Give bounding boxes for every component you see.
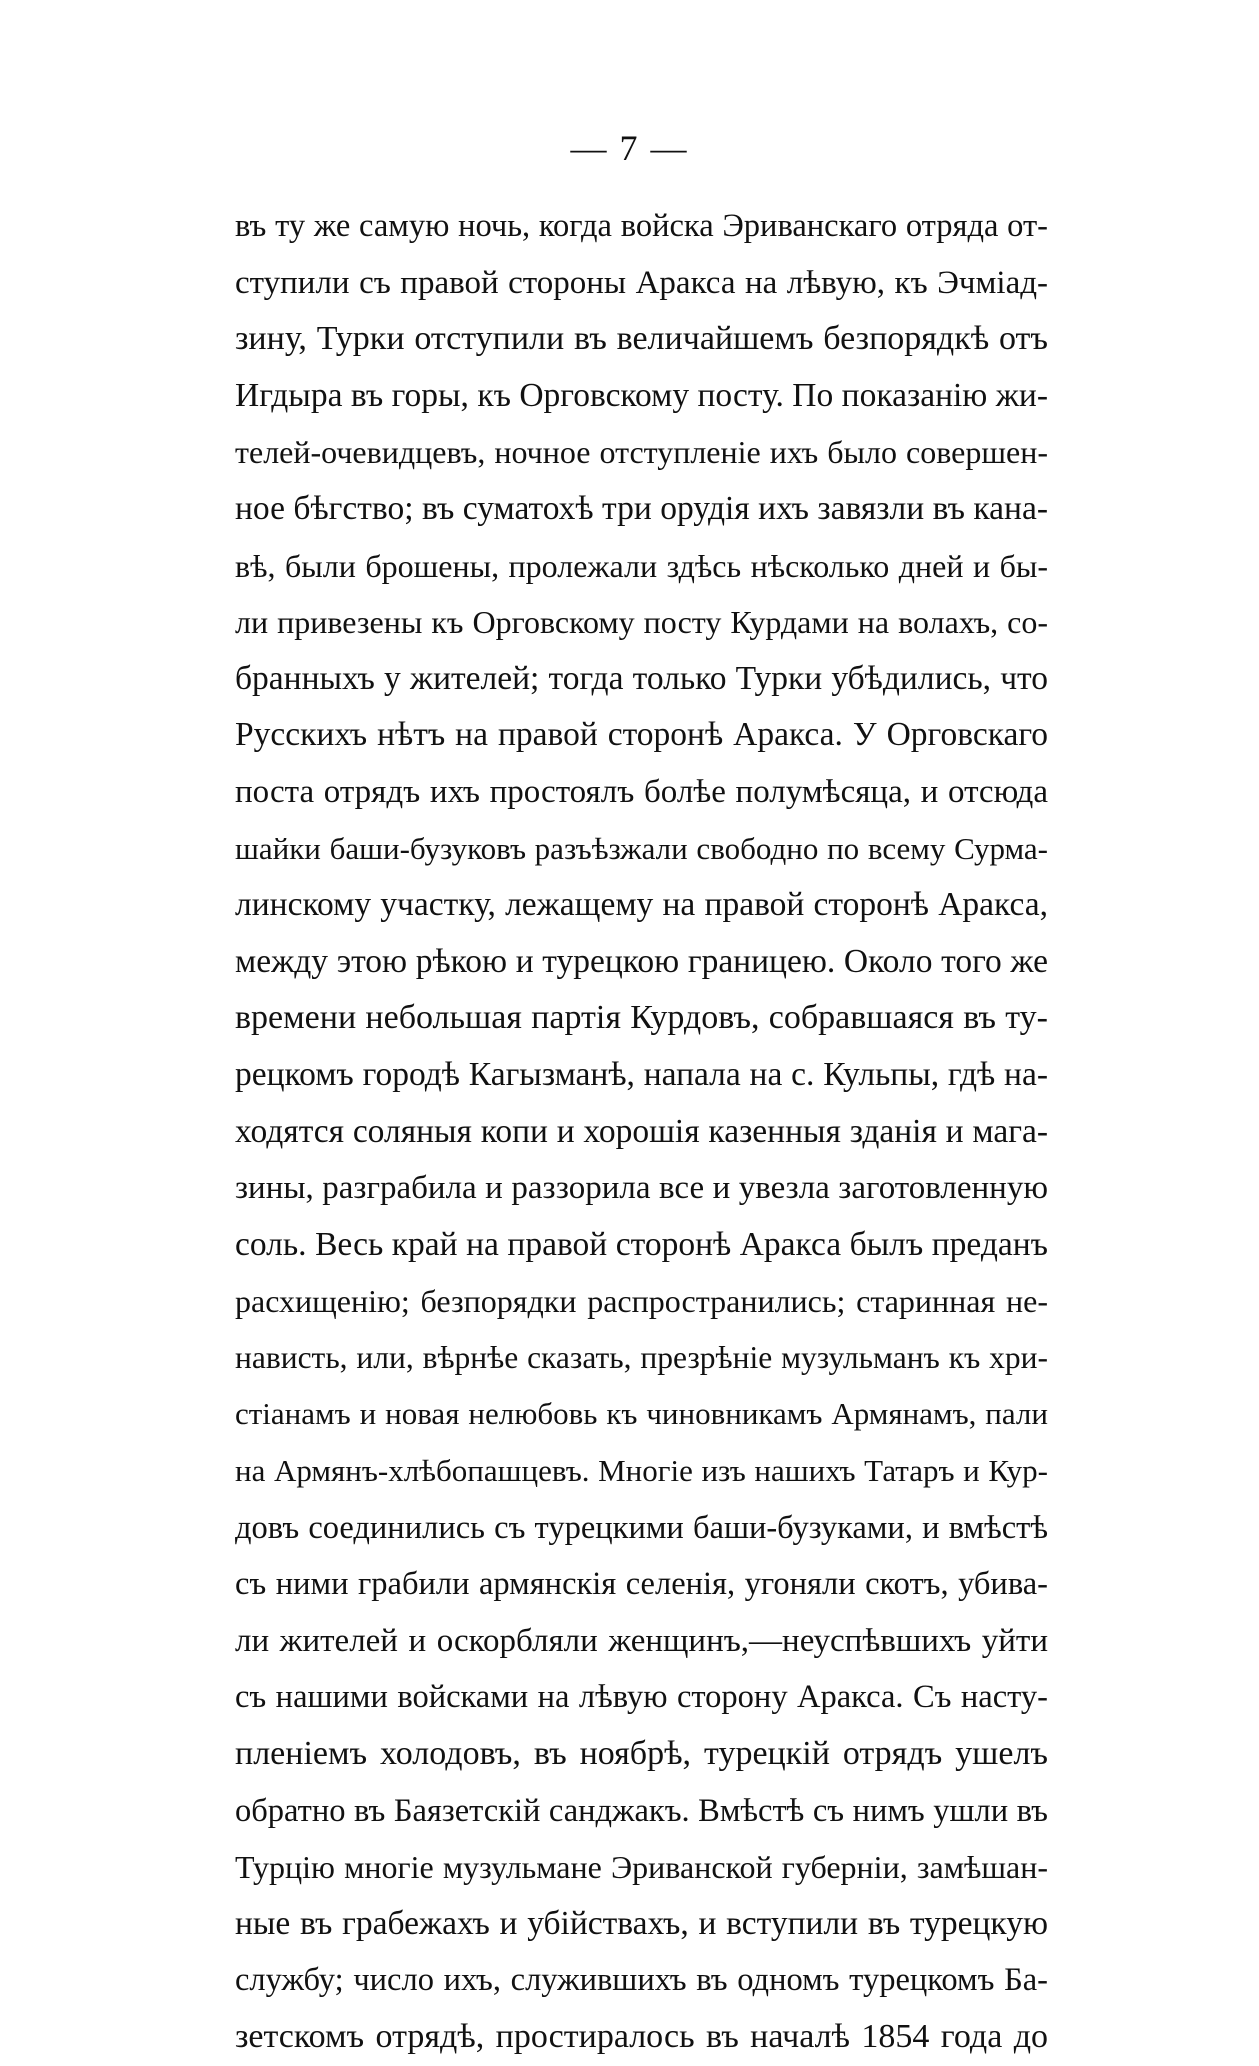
- text-line: пленіемъ холодовъ, въ ноябрѣ, турецкій отрядъ ушелъ: [235, 1735, 1048, 1773]
- text-line: ходятся соляныя копи и хорошія казенныя зданія и мага-: [235, 1112, 1048, 1150]
- text-line: ли жителей и оскорбляли женщинъ,—неуспѣвшихъ уйти: [235, 1622, 1048, 1659]
- text-line: времени небольшая партія Курдовъ, собравшаяся въ ту-: [235, 999, 1048, 1037]
- text-line: рецкомъ городѣ Кагызманѣ, напала на с. Кульпы, гдѣ на-: [235, 1055, 1048, 1093]
- text-line: телей-очевидцевъ, ночное отступленіе ихъ было совершен-: [235, 434, 1048, 471]
- text-line: ли привезены къ Орговскому посту Курдами на волахъ, со-: [235, 604, 1048, 641]
- text-line: нависть, или, вѣрнѣе сказать, презрѣніе музульманъ къ хри-: [235, 1339, 1048, 1375]
- text-line: между этою рѣкою и турецкою границею. Около того же: [235, 942, 1048, 980]
- text-line: ное бѣгство; въ суматохѣ три орудія ихъ завязли въ кана-: [235, 489, 1048, 527]
- text-line: зины, разграбила и раззорила все и увезла заготовленную: [235, 1170, 1048, 1207]
- text-line: съ нашими войсками на лѣвую сторону Аракса. Съ насту-: [235, 1679, 1048, 1716]
- text-line: службу; число ихъ, служившихъ въ одномъ турецкомъ Ба-: [235, 1962, 1048, 1999]
- body-text: [235, 198, 1048, 2066]
- text-line: зетскомъ отрядѣ, простиралось въ началѣ 1854 года до: [235, 2018, 1048, 2055]
- text-line: ные въ грабежахъ и убійствахъ, и вступили въ турецкую: [235, 1904, 1048, 1942]
- text-line: обратно въ Баязетскій санджакъ. Вмѣстѣ съ нимъ ушли въ: [235, 1792, 1048, 1829]
- text-line: ступили съ правой стороны Аракса на лѣвую, къ Эчміад-: [235, 264, 1048, 301]
- text-line: зину, Турки отступили въ величайшемъ безпорядкѣ отъ: [235, 320, 1048, 358]
- text-line: соль. Весь край на правой сторонѣ Аракса былъ преданъ: [235, 1225, 1048, 1263]
- text-line: съ ними грабили армянскія селенія, угоняли скотъ, убива-: [235, 1566, 1048, 1603]
- text-line: поста отрядъ ихъ простоялъ болѣе полумѣсяца, и отсюда: [235, 773, 1048, 810]
- text-line: Турцію многіе музульмане Эриванской губерніи, замѣшан-: [235, 1849, 1048, 1886]
- text-line: довъ соединились съ турецкими баши-бузуками, и вмѣстѣ: [235, 1509, 1048, 1546]
- text-line: линскому участку, лежащему на правой сторонѣ Аракса,: [235, 886, 1048, 924]
- text-line: шайки баши-бузуковъ разъѣзжали свободно по всему Сурма-: [235, 830, 1048, 866]
- text-line: бранныхъ у жителей; тогда только Турки убѣдились, что: [235, 659, 1048, 697]
- page-number: — 7 —: [570, 128, 689, 168]
- text-line: въ ту же самую ночь, когда войска Эриванскаго отряда от-: [235, 208, 1048, 244]
- text-line: расхищенію; безпорядки распространились; старинная не-: [235, 1283, 1048, 1320]
- text-line: стіанамъ и новая нелюбовь къ чиновникамъ Армянамъ, пали: [235, 1396, 1048, 1432]
- text-line: вѣ, были брошены, пролежали здѣсь нѣсколько дней и бы-: [235, 547, 1048, 584]
- text-line: Игдыра въ горы, къ Орговскому посту. По показанію жи-: [235, 376, 1048, 414]
- text-line: на Армянъ-хлѣбопашцевъ. Многіе изъ нашихъ Татаръ и Кур-: [235, 1453, 1048, 1489]
- text-line: Русскихъ нѣтъ на правой сторонѣ Аракса. У Орговскаго: [235, 716, 1048, 754]
